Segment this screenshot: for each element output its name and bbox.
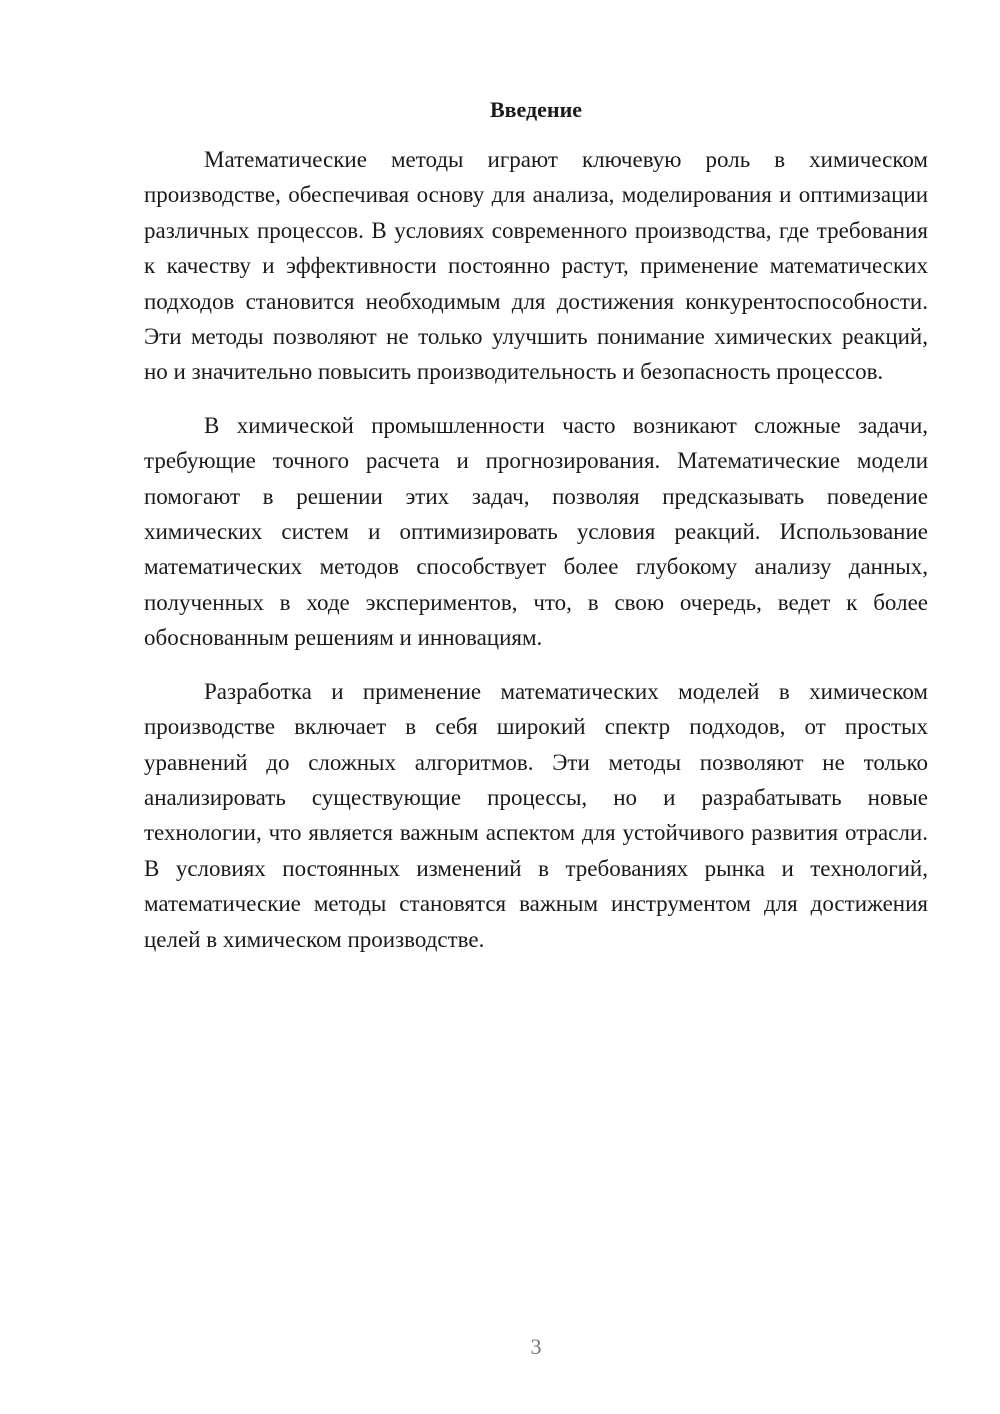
paragraph-3: Разработка и применение математических моделей в химическом производстве включает в себя широкий спектр подходов, от простых уравнений до сложных алгоритмов. Эти методы позволяют не только анализировать существующие процессы, но и разрабатывать новые технологии, что является важным аспектом для устойчивого развития отрасли. В условиях постоянных изменений в требованиях рынка и технологий, математические методы становятся важным инструментом для достижения целей в химическом производстве. [144,678,928,952]
paragraph-1: Математические методы играют ключевую роль в химическом производстве, обеспечивая основу для анализа, моделирования и оптимизации различных процессов. В условиях современного производства, где требования к качеству и эффективности постоянно растут, применение математических подходов становится необходимым для достижения конкурентоспособности. Эти методы позволяют не только улучшить понимание химических реакций, но и значительно повысить производительность и безопасность процессов. [144,147,928,385]
section-heading: Введение [489,97,583,122]
page-content [144,92,928,975]
paragraph-2: В химической промышленности часто возникают сложные задачи, требующие точного расчета и прогнозирования. Математические модели помогают в решении этих задач, позволяя предсказывать поведение химических систем и оптимизировать условия реакций. Использование математических методов способствует более глубокому анализу данных, полученных в ходе экспериментов, что, в свою очередь, ведет к более обоснованным решениям и инновациям. [144,412,928,651]
page-number: 3 [530,1334,542,1359]
